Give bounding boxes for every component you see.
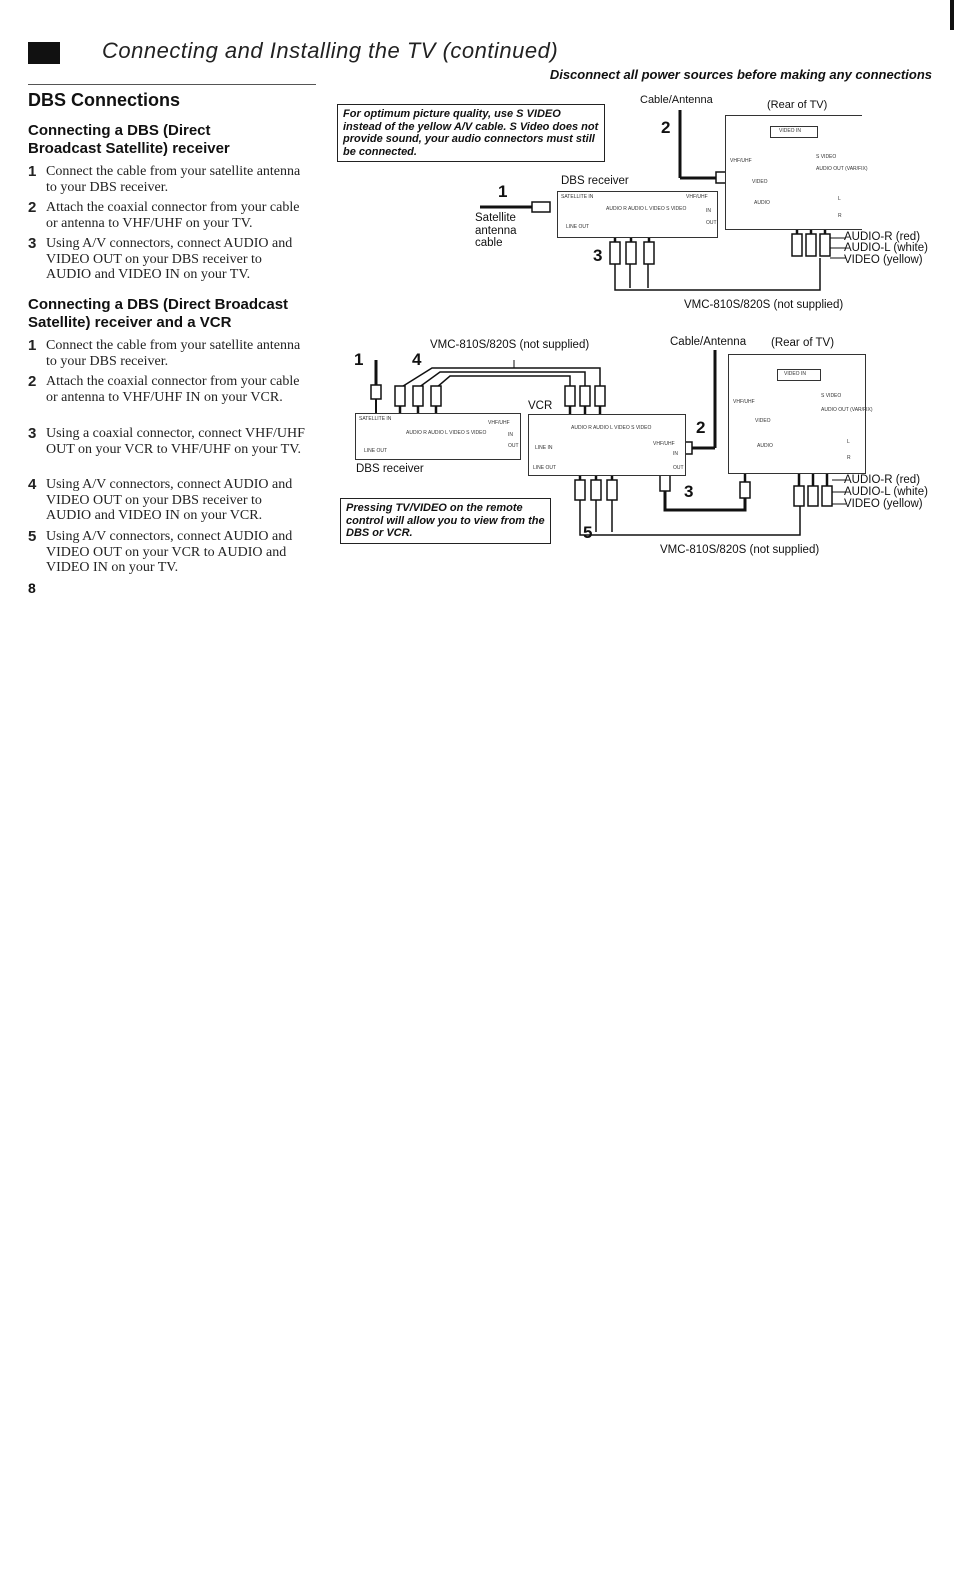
port-label: AUDIO OUT (VAR/FIX) — [816, 166, 868, 172]
port-label: IN — [706, 208, 711, 214]
port-label: IN — [508, 432, 513, 438]
label-line: Satellite — [475, 212, 516, 224]
rear-of-tv-label: (Rear of TV) — [767, 99, 828, 111]
port-label: VIDEO IN — [784, 371, 806, 377]
cable-antenna-label: Cable/Antenna — [640, 94, 713, 106]
port-label: AUDIO OUT (VAR/FIX) — [821, 407, 873, 413]
page-title: Connecting and Installing the TV (continued) — [102, 38, 559, 63]
port-label: VIDEO — [755, 418, 771, 424]
step-text: Attach the coaxial connector from your cable or antenna to VHF/UHF on your TV. — [46, 200, 300, 231]
subsection-title-line: Satellite) receiver and a VCR — [28, 314, 232, 331]
step-text: Connect the cable from your satellite antenna to your DBS receiver. — [46, 164, 301, 195]
subsection-title-line: Broadcast Satellite) receiver — [28, 140, 230, 157]
port-label: VHF/UHF — [733, 399, 755, 405]
step-number: 1 — [28, 163, 37, 180]
port-label: AUDIO — [757, 443, 773, 449]
audio-r-label: AUDIO-R (red) — [844, 231, 921, 243]
video-in-box — [770, 126, 818, 138]
port-label: VHF/UHF — [686, 194, 708, 200]
svideo-note: For optimum picture quality, use S VIDEO instead of the yellow A/V cable. S Video does not provide sound, your audio connectors must still be connected. — [337, 104, 605, 162]
audio-l-label: AUDIO-L (white) — [844, 242, 928, 254]
dbs-receiver-label: DBS receiver — [561, 175, 629, 187]
port-label: R — [838, 213, 842, 219]
step-number: 3 — [28, 425, 37, 442]
page-number: 8 — [28, 580, 36, 596]
port-label: LINE OUT — [364, 448, 388, 454]
port-label: AUDIO R AUDIO L VIDEO S VIDEO — [571, 425, 652, 431]
port-label: SATELLITE IN — [359, 416, 392, 422]
step-number: 1 — [28, 337, 37, 354]
rear-of-tv-label: (Rear of TV) — [771, 337, 835, 349]
callout-number: 1 — [354, 350, 364, 369]
port-label: VIDEO — [752, 179, 768, 185]
video-label: VIDEO (yellow) — [844, 254, 923, 266]
port-label: OUT — [508, 443, 519, 449]
diagram-dbs-vcr-tv — [0, 330, 954, 570]
video-in-box — [777, 369, 821, 381]
port-label: SATELLITE IN — [561, 194, 594, 200]
port-label: L — [838, 196, 841, 202]
step-number: 4 — [28, 476, 37, 493]
port-label: LINE OUT — [533, 465, 557, 471]
port-label: OUT — [706, 220, 717, 226]
step-text: Using a coaxial connector, connect VHF/UHF OUT on your VCR to VHF/UHF on your TV. — [46, 426, 305, 457]
power-warning-notice: Disconnect all power sources before making any connections — [549, 67, 932, 82]
step-text: Using A/V connectors, connect AUDIO and VIDEO OUT on your VCR to AUDIO and VIDEO IN on your TV. — [46, 529, 293, 575]
port-label: VHF/UHF — [488, 420, 510, 426]
port-label: LINE IN — [535, 445, 553, 451]
tv-rear-panel — [725, 115, 868, 230]
cable-model-label: VMC-810S/820S (not supplied) — [430, 339, 590, 351]
port-label: VHF/UHF — [730, 158, 752, 164]
port-label: VHF/UHF — [653, 441, 675, 447]
audio-l-label: AUDIO-L (white) — [844, 486, 928, 498]
callout-number: 3 — [593, 246, 603, 265]
cable-model-label: VMC-810S/820S (not supplied) — [684, 299, 844, 311]
dbs-receiver-device — [557, 191, 718, 238]
port-label: AUDIO — [754, 200, 770, 206]
step-text: Using A/V connectors, connect AUDIO and VIDEO OUT on your DBS receiver to AUDIO and VIDEO IN on your TV. — [46, 236, 293, 282]
vcr-label: VCR — [528, 400, 553, 412]
callout-number: 1 — [498, 182, 508, 201]
port-label: VIDEO IN — [779, 128, 801, 134]
subsection-title-line: Connecting a DBS (Direct — [28, 122, 211, 139]
video-label: VIDEO (yellow) — [844, 498, 923, 510]
cable-antenna-label: Cable/Antenna — [670, 336, 747, 348]
callout-number: 4 — [412, 350, 422, 369]
port-label: S VIDEO — [821, 393, 842, 399]
callout-number: 2 — [696, 418, 706, 437]
step-number: 5 — [28, 528, 37, 545]
port-label: S VIDEO — [816, 154, 837, 160]
label-line: cable — [475, 237, 503, 249]
port-label: AUDIO R AUDIO L VIDEO S VIDEO — [606, 206, 687, 212]
step-number: 2 — [28, 373, 37, 390]
port-label: OUT — [673, 465, 684, 471]
diagram-dbs-tv — [0, 0, 954, 320]
callout-number: 2 — [661, 118, 671, 137]
label-line: antenna — [475, 224, 517, 237]
dbs-receiver-device — [355, 413, 521, 460]
vcr-device — [528, 414, 686, 476]
audio-r-label: AUDIO-R (red) — [844, 474, 921, 486]
cable-model-label: VMC-810S/820S (not supplied) — [660, 544, 820, 556]
port-label: L — [847, 439, 850, 445]
port-label: R — [847, 455, 851, 461]
callout-number: 5 — [583, 523, 593, 542]
tv-video-note: Pressing TV/VIDEO on the remote control will allow you to view from the DBS or VCR. — [340, 498, 551, 544]
step-text: Using A/V connectors, connect AUDIO and VIDEO OUT on your DBS receiver to AUDIO and VIDEO IN on your VCR. — [46, 477, 293, 523]
port-label: AUDIO R AUDIO L VIDEO S VIDEO — [406, 430, 487, 436]
port-label: IN — [673, 451, 678, 457]
step-text: Attach the coaxial connector from your cable or antenna to VHF/UHF IN on your VCR. — [46, 374, 300, 405]
step-number: 2 — [28, 199, 37, 216]
step-text: Connect the cable from your satellite antenna to your DBS receiver. — [46, 338, 301, 369]
callout-number: 3 — [684, 482, 694, 501]
step-number: 3 — [28, 235, 37, 252]
section-title: DBS Connections — [28, 90, 181, 110]
satellite-cable-label — [475, 212, 517, 250]
dbs-receiver-label: DBS receiver — [356, 463, 424, 475]
subsection-title-line: Connecting a DBS (Direct Broadcast — [28, 296, 289, 313]
tv-rear-panel — [728, 354, 873, 474]
port-label: LINE OUT — [566, 224, 590, 230]
